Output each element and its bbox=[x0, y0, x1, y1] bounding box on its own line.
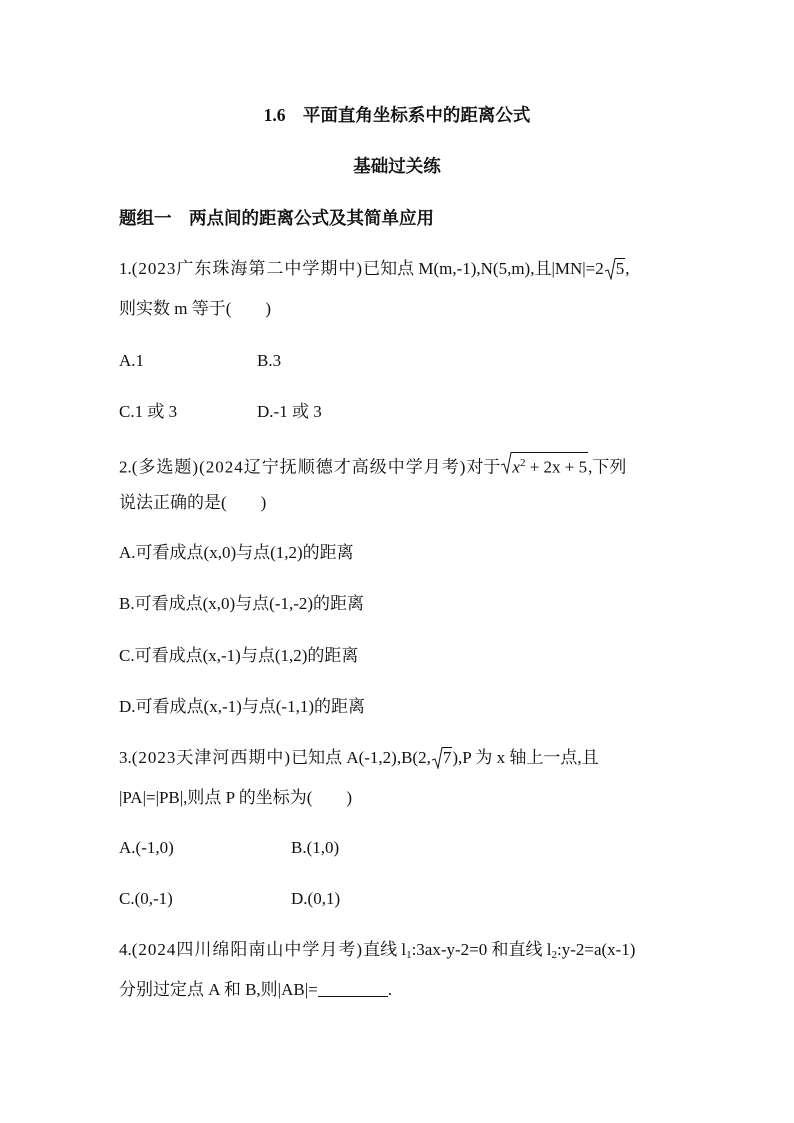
q1-sqrt bbox=[605, 258, 626, 280]
q4-sub1: 1 bbox=[406, 949, 412, 961]
q2-radicand-x: x bbox=[512, 457, 520, 477]
q1-stem-2: 则实数 m 等于( bbox=[119, 299, 232, 318]
q3-option-a: A.(-1,0) bbox=[119, 838, 174, 857]
q4-stem-2: 分别过定点 A 和 B,则|AB|= bbox=[119, 980, 318, 999]
q3-close: ) bbox=[346, 788, 353, 807]
q3-text-end: ),P 为 x 轴上一点,且 bbox=[452, 748, 599, 767]
q4-source: (2024四川绵阳南山中学月考) bbox=[131, 940, 364, 959]
q3-option-b: B.(1,0) bbox=[291, 838, 340, 857]
q3-radicand: 7 bbox=[442, 748, 452, 767]
q3-option-d: D.(0,1) bbox=[291, 889, 341, 908]
q4-line2 bbox=[119, 979, 392, 1001]
q3-option-c: C.(0,-1) bbox=[119, 889, 173, 908]
q2-text-end: ,下列 bbox=[588, 457, 627, 477]
q3-sqrt bbox=[432, 747, 453, 769]
q4-text-c: :y-2=a(x-1) bbox=[556, 940, 636, 959]
q4-end: . bbox=[387, 980, 392, 999]
q1-option-a: A.1 bbox=[119, 351, 145, 370]
q3-number: 3. bbox=[119, 748, 132, 767]
q4-line1 bbox=[119, 939, 635, 966]
q2-line2 bbox=[119, 492, 266, 514]
q2-stem-2: 说法正确的是( bbox=[119, 493, 227, 512]
q1-line2 bbox=[119, 298, 271, 320]
section-title: 1.6 平面直角坐标系中的距离公式 bbox=[263, 105, 531, 125]
q2-radicand-rest: + 2x + 5 bbox=[525, 457, 588, 477]
q1-source: (2023广东珠海第二中学期中) bbox=[131, 259, 364, 278]
q2-option-c: C.可看成点(x,-1)与点(1,2)的距离 bbox=[119, 646, 359, 665]
q2-option-d: D.可看成点(x,-1)与点(-1,1)的距离 bbox=[119, 697, 365, 716]
q3-line2 bbox=[119, 787, 352, 809]
q2-number: 2. bbox=[119, 457, 132, 477]
q1-text: 已知点 M(m,-1),N(5,m),且|MN|=2 bbox=[363, 259, 604, 278]
q1-number: 1. bbox=[119, 259, 132, 278]
q2-line1 bbox=[119, 452, 626, 479]
q1-line1 bbox=[119, 258, 630, 280]
group-heading: 题组一 两点间的距离公式及其简单应用 bbox=[119, 208, 434, 228]
q2-source: (多选题)(2024辽宁抚顺德才高级中学月考) bbox=[131, 457, 467, 477]
q3-text: 已知点 A(-1,2),B(2, bbox=[291, 748, 431, 767]
q4-answer-blank[interactable] bbox=[318, 980, 388, 997]
q2-radicand-exp: 2 bbox=[519, 457, 526, 469]
q1-option-b: B.3 bbox=[257, 351, 282, 370]
q1-option-d: D.-1 或 3 bbox=[257, 402, 322, 421]
q4-number: 4. bbox=[119, 940, 132, 959]
q1-option-c: C.1 或 3 bbox=[119, 402, 178, 421]
q1-text-end: , bbox=[625, 259, 630, 278]
section-subtitle: 基础过关练 bbox=[353, 156, 441, 176]
q4-sub2: 2 bbox=[551, 949, 557, 961]
q1-radicand: 5 bbox=[615, 259, 625, 278]
q2-option-b: B.可看成点(x,0)与点(-1,-2)的距离 bbox=[119, 594, 365, 613]
q2-sqrt bbox=[501, 452, 588, 479]
q2-text: 对于 bbox=[466, 457, 501, 477]
q4-text-b: :3ax-y-2=0 和直线 l bbox=[411, 940, 552, 959]
q1-close: ) bbox=[265, 299, 272, 318]
q3-stem-2: |PA|=|PB|,则点 P 的坐标为( bbox=[119, 788, 313, 807]
q2-option-a: A.可看成点(x,0)与点(1,2)的距离 bbox=[119, 543, 354, 562]
q3-source: (2023天津河西期中) bbox=[131, 748, 292, 767]
q2-close: ) bbox=[260, 493, 267, 512]
q3-line1 bbox=[119, 747, 599, 769]
q4-text-a: 直线 l bbox=[363, 940, 407, 959]
